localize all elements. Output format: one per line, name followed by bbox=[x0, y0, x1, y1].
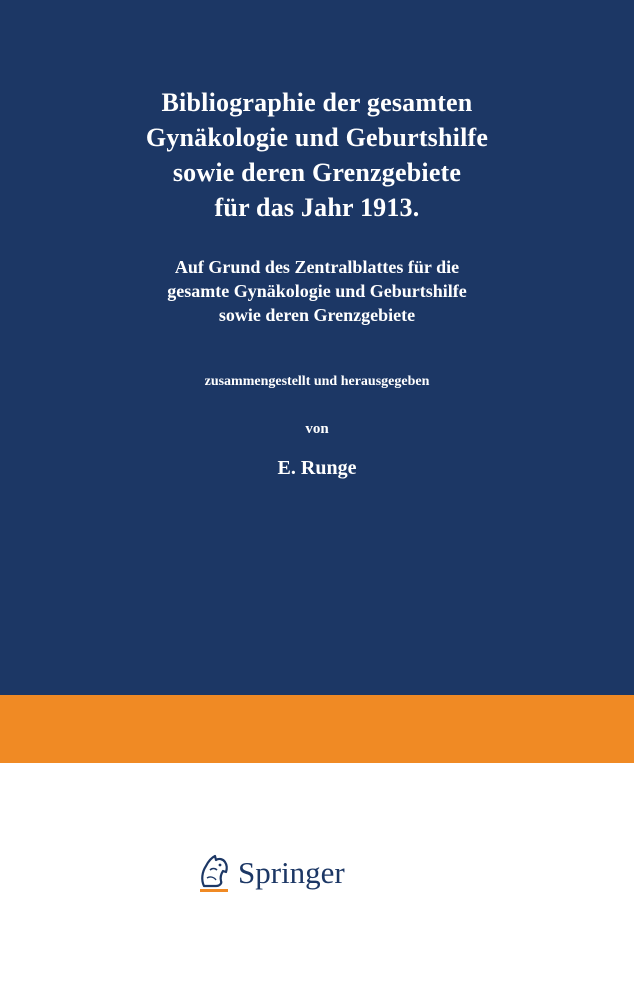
compiled-by-text: zusammengestellt und herausgegeben bbox=[204, 374, 430, 389]
book-title bbox=[0, 85, 634, 225]
author-name: E. Runge bbox=[277, 457, 357, 479]
subtitle-basis bbox=[0, 255, 634, 327]
basis-line: sowie deren Grenzgebiete bbox=[218, 305, 416, 325]
von-text: von bbox=[305, 421, 329, 437]
publisher-name: Springer bbox=[238, 855, 345, 890]
springer-knight-icon bbox=[196, 852, 232, 896]
title-line: Bibliographie der gesamten bbox=[161, 88, 473, 117]
orange-band bbox=[0, 695, 634, 763]
title-line: für das Jahr 1913. bbox=[214, 193, 420, 222]
basis-line: gesamte Gynäkologie und Geburtshilfe bbox=[167, 281, 467, 301]
basis-line: Auf Grund des Zentralblattes für die bbox=[174, 257, 460, 277]
publisher-logo bbox=[196, 852, 396, 896]
title-line: sowie deren Grenzgebiete bbox=[172, 158, 462, 187]
title-line: Gynäkologie und Geburtshilfe bbox=[145, 123, 489, 152]
